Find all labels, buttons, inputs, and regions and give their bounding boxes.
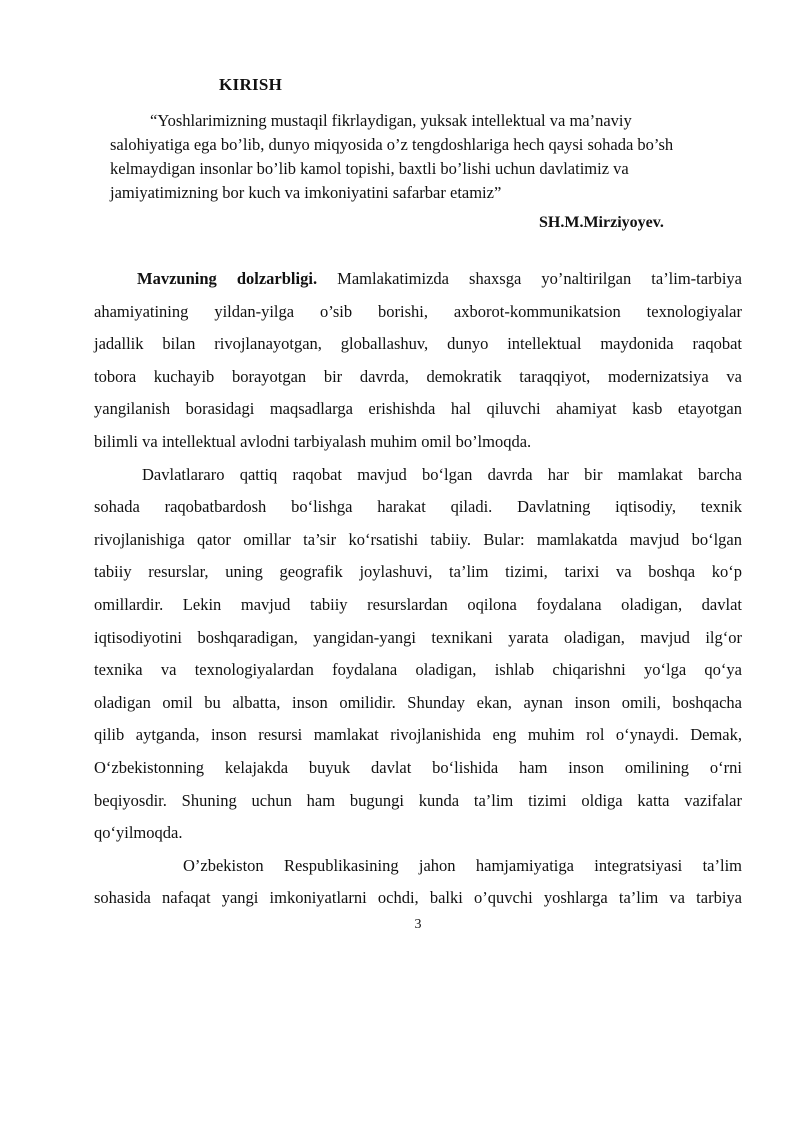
paragraph-line-text: Mamlakatimizda shaxsga yo’naltirilgan ta’lim-tarbiya [317,269,742,288]
paragraph-line: bilimli va intellektual avlodni tarbiyalash muhim omil bo’lmoqda. [94,431,532,451]
paragraph-line: yangilanish borasidagi maqsadlarga erishishda hal qiluvchi ahamiyat kasb etayotgan [94,399,742,419]
paragraph-line: tabiiy resurslar, uning geografik joylashuvi, ta’lim tizimi, tarixi va boshqa ko‘p [94,562,742,582]
epigraph-author: SH.M.Mirziyoyev. [539,214,664,231]
paragraph-line: tobora kuchayib borayotgan bir davrda, demokratik taraqqiyot, modernizatsiya va [94,366,742,386]
paragraph-line: beqiyosdir. Shuning uchun ham bugungi kunda ta’lim tizimi oldiga katta vazifalar [94,790,742,810]
paragraph-line: omillardir. Lekin mavjud tabiiy resurslardan oqilona foydalana oladigan, davlat [94,594,742,614]
topic-relevance-label: Mavzuning dolzarbligi. [137,269,318,288]
epigraph-line: “Yoshlarimizning mustaqil fikrlaydigan, yuksak intellektual va ma’naviy [150,111,632,130]
paragraph-line: sohasida nafaqat yangi imkoniyatlarni ochdi, balki o’quvchi yoshlarga ta’lim va tarbiya [94,888,742,908]
page-number: 3 [414,917,422,932]
paragraph-line: jadallik bilan rivojlanayotgan, globallashuv, dunyo intellektual maydonida raqobat [94,334,742,354]
paragraph-line: O’zbekiston Respublikasining jahon hamjamiyatiga integratsiyasi ta’lim [183,855,742,875]
paragraph-line [94,263,742,296]
paragraph-line: Davlatlararo qattiq raqobat mavjud bo‘lgan davrda har bir mamlakat barcha [142,464,742,484]
epigraph-quote [110,109,710,205]
main-text [94,263,742,915]
paragraph-line: sohada raqobatbardosh bo‘lishga harakat qiladi. Davlatning iqtisodiy, texnik [94,497,742,517]
paragraph-line: texnika va texnologiyalardan foydalana oladigan, ishlab chiqarishni yo‘lga qo‘ya [94,660,742,680]
paragraph-line: O‘zbekistonning kelajakda buyuk davlat bo‘lishida ham inson omilining o‘rni [94,757,742,777]
paragraph-line: rivojlanishiga qator omillar ta’sir ko‘rsatishi tabiiy. Bular: mamlakatda mavjud bo‘lgan [94,529,742,549]
paragraph-line: qilib aytganda, inson resursi mamlakat rivojlanishida eng muhim rol o‘ynaydi. Demak, [94,725,742,745]
epigraph-line: kelmaydigan insonlar bo’lib kamol topishi, baxtli bo’lishi uchun davlatimiz va [110,159,629,178]
section-heading: KIRISH [219,75,283,94]
paragraph-line: iqtisodiyotini boshqaradigan, yangidan-yangi texnikani yarata oladigan, mavjud ilg‘or [94,627,742,647]
paragraph-line: oladigan omil bu albatta, inson omilidir. Shunday ekan, aynan inson omili, boshqacha [94,692,742,712]
epigraph-line: salohiyatiga ega bo’lib, dunyo miqyosida o’z tengdoshlariga hech qaysi sohada bo’sh [110,135,674,154]
paragraph-line: qo‘yilmoqda. [94,823,183,843]
epigraph-line: jamiyatimizning bor kuch va imkoniyatini safarbar etamiz” [110,183,502,202]
paragraph-line: ahamiyatining yildan-yilga o’sib borishi, axborot-kommunikatsion texnologiyalar [94,301,742,321]
